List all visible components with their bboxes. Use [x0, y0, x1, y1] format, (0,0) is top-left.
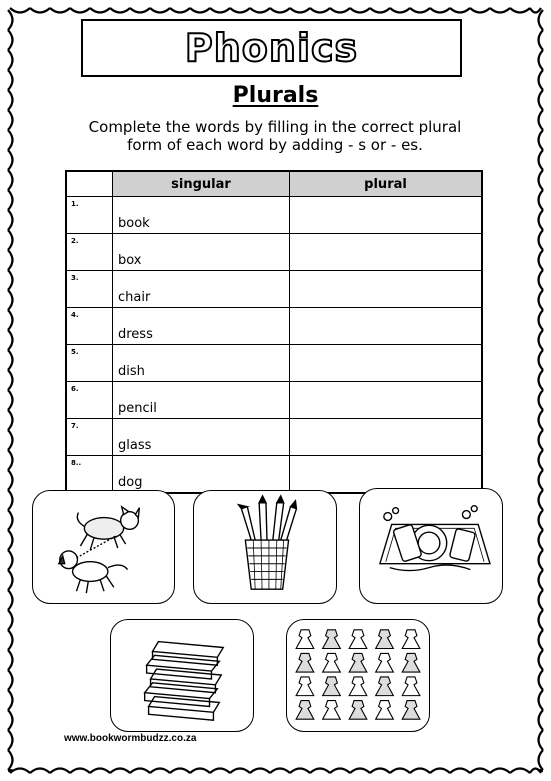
- plural-answer-cell[interactable]: [290, 345, 483, 382]
- row-number-cell: [66, 382, 113, 419]
- dress-icon: [349, 630, 367, 649]
- singular-word: pencil: [113, 382, 290, 419]
- singular-word: box: [113, 234, 290, 271]
- table-row: [66, 345, 482, 382]
- books-icon: [111, 620, 253, 731]
- row-number: 8..: [71, 459, 82, 467]
- pencils-icon: [194, 491, 336, 603]
- dress-icon: [402, 677, 420, 696]
- number-column-header: [66, 171, 113, 197]
- dress-icon: [402, 701, 420, 720]
- dishes-icon: [360, 489, 502, 603]
- dress-icon: [402, 653, 420, 672]
- dresses-picture: [286, 619, 430, 732]
- plurals-table: [65, 170, 483, 494]
- plural-answer-cell[interactable]: [290, 271, 483, 308]
- dogs-icon: [33, 491, 174, 603]
- books-picture: [110, 619, 254, 732]
- plural-answer-cell[interactable]: [290, 382, 483, 419]
- singular-word: dog: [113, 456, 290, 494]
- title-box: [81, 19, 462, 77]
- row-number: 3.: [71, 274, 79, 282]
- row-number-cell: [66, 419, 113, 456]
- row-number: 2.: [71, 237, 79, 245]
- dresses-icon: [287, 620, 429, 731]
- table-row: [66, 197, 482, 234]
- table-header-row: [66, 171, 482, 197]
- dress-icon: [376, 630, 394, 649]
- dress-icon: [296, 677, 314, 696]
- instructions: Complete the words by filling in the correct plural form of each word by adding - s or - es.: [88, 118, 462, 154]
- singular-column-header: singular: [113, 171, 290, 197]
- row-number-cell: [66, 308, 113, 345]
- dress-icon: [296, 701, 314, 720]
- table-row: [66, 382, 482, 419]
- row-number-cell: [66, 345, 113, 382]
- singular-word: glass: [113, 419, 290, 456]
- table-row: [66, 271, 482, 308]
- dress-icon: [376, 701, 394, 720]
- dress-icon: [323, 677, 341, 696]
- plural-answer-cell[interactable]: [290, 419, 483, 456]
- pencils-picture: [193, 490, 337, 604]
- row-number: 6.: [71, 385, 79, 393]
- plural-answer-cell[interactable]: [290, 197, 483, 234]
- table-row: [66, 308, 482, 345]
- row-number-cell: [66, 456, 113, 494]
- page-title: Phonics: [184, 26, 359, 70]
- website-footer: www.bookwormbudzz.co.za: [64, 733, 197, 744]
- dress-icon: [349, 677, 367, 696]
- dress-icon: [376, 677, 394, 696]
- dress-icon: [323, 630, 341, 649]
- row-number: 5.: [71, 348, 79, 356]
- subtitle: Plurals: [232, 83, 319, 108]
- table-row: [66, 234, 482, 271]
- row-number: 7.: [71, 422, 79, 430]
- dress-icon: [323, 653, 341, 672]
- row-number-cell: [66, 197, 113, 234]
- dress-icon: [402, 630, 420, 649]
- row-number: 1.: [71, 200, 79, 208]
- row-number-cell: [66, 234, 113, 271]
- plural-column-header: plural: [290, 171, 483, 197]
- dress-icon: [323, 701, 341, 720]
- dogs-picture: [32, 490, 175, 604]
- singular-word: chair: [113, 271, 290, 308]
- dress-icon: [349, 701, 367, 720]
- row-number: 4.: [71, 311, 79, 319]
- singular-word: dish: [113, 345, 290, 382]
- dishes-picture: [359, 488, 503, 604]
- dress-icon: [376, 653, 394, 672]
- dress-icon: [349, 653, 367, 672]
- table-row: [66, 419, 482, 456]
- row-number-cell: [66, 271, 113, 308]
- plural-answer-cell[interactable]: [290, 234, 483, 271]
- singular-word: book: [113, 197, 290, 234]
- dress-icon: [296, 630, 314, 649]
- plural-answer-cell[interactable]: [290, 308, 483, 345]
- dress-icon: [296, 653, 314, 672]
- singular-word: dress: [113, 308, 290, 345]
